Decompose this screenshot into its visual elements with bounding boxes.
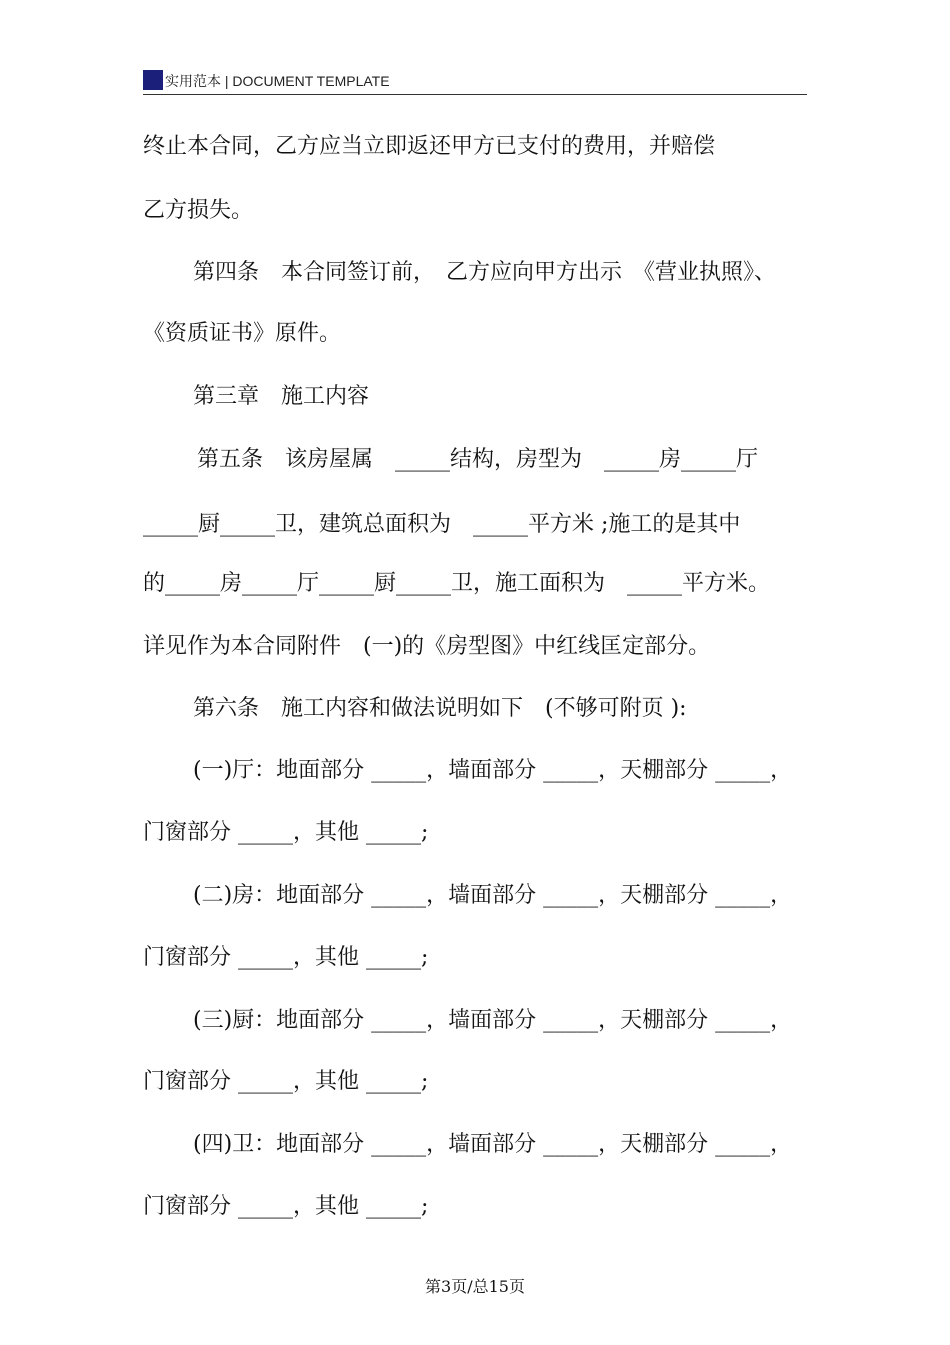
text-line: 第六条 施工内容和做法说明如下 (不够可附页 ): bbox=[193, 696, 687, 721]
text-line: 乙方损失。 bbox=[143, 198, 254, 223]
page-header bbox=[143, 70, 807, 95]
text-line: 第五条 该房屋属 _____结构，房型为 _____房_____厅 bbox=[197, 447, 759, 472]
text-line: 第四条 本合同签订前， 乙方应向甲方出示 《营业执照》、 bbox=[193, 260, 777, 285]
text-line: (三)厨：地面部分 _____，墙面部分 _____，天棚部分 _____， bbox=[193, 1008, 793, 1033]
text-line: 终止本合同，乙方应当立即返还甲方已支付的费用，并赔偿 bbox=[143, 134, 716, 159]
page-number: 第3页/总15页 bbox=[425, 1277, 525, 1296]
chapter-heading: 第三章 施工内容 bbox=[193, 384, 370, 409]
text-line: 门窗部分 _____，其他 _____; bbox=[143, 945, 429, 970]
text-line: 《资质证书》原件。 bbox=[143, 321, 342, 346]
text-line: 详见作为本合同附件 (一)的《房型图》中红线匡定部分。 bbox=[143, 634, 711, 659]
text-line: _____厨_____卫，建筑总面积为 _____平方米 ;施工的是其中 bbox=[143, 512, 741, 537]
header-title: 实用范本 | DOCUMENT TEMPLATE bbox=[165, 73, 390, 89]
text-line: 门窗部分 _____，其他 _____; bbox=[143, 820, 429, 845]
text-line: 门窗部分 _____，其他 _____; bbox=[143, 1069, 429, 1094]
text-line: (一)厅：地面部分 _____，墙面部分 _____，天棚部分 _____， bbox=[193, 758, 793, 783]
logo-icon bbox=[143, 70, 163, 90]
text-line: 的_____房_____厅_____厨_____卫，施工面积为 _____平方米。 bbox=[143, 571, 771, 596]
text-line: (四)卫：地面部分 _____，墙面部分 _____，天棚部分 _____， bbox=[193, 1132, 793, 1157]
text-line: 门窗部分 _____，其他 _____; bbox=[143, 1194, 429, 1219]
text-line: (二)房：地面部分 _____，墙面部分 _____，天棚部分 _____， bbox=[193, 883, 793, 908]
